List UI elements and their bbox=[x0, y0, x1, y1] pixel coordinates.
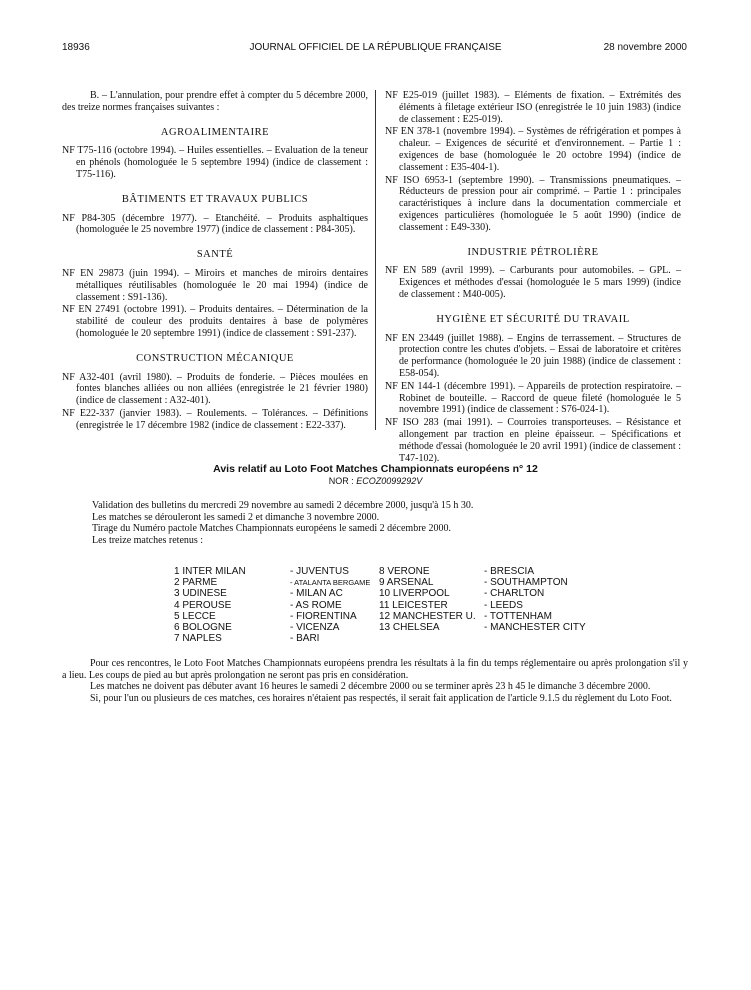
away-team: - SOUTHAMPTON bbox=[484, 577, 568, 589]
closing-paragraph: Pour ces rencontres, le Loto Foot Matches Championnats européens prendra les résultats à la fin du temps réglementaire ou après prolongation s'il y a lieu. Les coups de pied au but après prolongation ne seront pas pris en considération. bbox=[62, 658, 688, 681]
closing-paragraph: Les matches ne doivent pas débuter avant 16 heures le samedi 2 décembre 2000 ou se terminer après 23 h 45 le dimanche 3 décembre 2000. bbox=[90, 681, 651, 693]
norm-entry: NF ISO 6953-1 (septembre 1990). – Transmissions pneumatiques. – Réducteurs de pression pour air comprimé. – Partie 1 : principales caractéristiques à inclure dans la documentation commerciale et exigences particulières (homologuée le 5 août 1990) (indice de classement : E49-330). bbox=[385, 174, 681, 233]
away-team: - CHARLTON bbox=[484, 588, 545, 600]
away-team: - BRESCIA bbox=[484, 566, 535, 577]
section-title: BÂTIMENTS ET TRAVAUX PUBLICS bbox=[121, 193, 309, 205]
away-team: - BARI bbox=[290, 633, 320, 645]
away-team: - MILAN AC bbox=[290, 588, 343, 600]
norm-entry: NF T75-116 (octobre 1994). – Huiles essentielles. – Evaluation de la teneur en phénols (homologuée le 5 septembre 1994) (indice de classement : T75-116). bbox=[62, 145, 368, 180]
norm-entry: NF ISO 283 (mai 1991). – Courroies transporteuses. – Résistance et allongement par traction en pleine épaisseur. – Spécifications et méthode d'essai (homologuée le 20 avril 1991) (indice de classement : T47-102). bbox=[385, 417, 681, 464]
norm-entry: NF E25-019 (juillet 1983). – Eléments de fixation. – Extrémités des éléments à filetage extérieur ISO (enregistrée le 10 juin 1983) (indice de classement : E25-019). bbox=[385, 90, 681, 125]
norm-entry: NF EN 589 (avril 1999). – Carburants pour automobiles. – GPL. – Exigences et méthodes d'essai (homologuée le 5 mars 1999) (indice de classement : M40-005). bbox=[385, 265, 681, 300]
closing-text bbox=[62, 658, 688, 704]
norm-entry: NF P84-305 (décembre 1977). – Etanchéité. – Produits asphaltiques (homologuée le 25 novembre 1977) (indice de classement : P84-305). bbox=[62, 212, 368, 236]
home-team: 7 NAPLES bbox=[174, 633, 222, 645]
home-team: 10 LIVERPOOL bbox=[379, 588, 450, 600]
home-team: 4 PEROUSE bbox=[174, 599, 232, 611]
avis-line: Validation des bulletins du mercredi 29 novembre au samedi 2 décembre 2000, jusqu'à 15 h 30. bbox=[92, 500, 474, 511]
nor-reference bbox=[0, 476, 751, 486]
norm-entry: NF E22-337 (janvier 1983). – Roulements. – Tolérances. – Définitions (enregistrée le 17 décembre 1982 (indice de classement : E22-337). bbox=[62, 407, 368, 431]
page-number: 18936 bbox=[62, 42, 90, 53]
intro-paragraph: B. – L'annulation, pour prendre effet à compter du 5 décembre 2000, des treize normes françaises suivantes : bbox=[62, 90, 368, 113]
away-team: - JUVENTUS bbox=[290, 566, 349, 577]
away-team: - FIORENTINA bbox=[290, 610, 357, 622]
home-team: 11 LEICESTER bbox=[379, 599, 448, 611]
avis-line: Les matches se dérouleront les samedi 2 et dimanche 3 novembre 2000. bbox=[92, 511, 380, 523]
nor-label: NOR : bbox=[328, 476, 357, 486]
section-title: INDUSTRIE PÉTROLIÈRE bbox=[467, 246, 599, 258]
section-title: AGROALIMENTAIRE bbox=[160, 126, 270, 138]
avis-body bbox=[92, 500, 692, 546]
section-title: HYGIÈNE ET SÉCURITÉ DU TRAVAIL bbox=[436, 313, 630, 325]
away-team: - LEEDS bbox=[484, 599, 523, 611]
left-column bbox=[62, 90, 368, 433]
away-team: - TOTTENHAM bbox=[484, 610, 552, 622]
away-team: - VICENZA bbox=[290, 621, 340, 633]
away-team: - AS ROME bbox=[290, 599, 342, 611]
nor-value: ECOZ0099292V bbox=[356, 476, 423, 486]
avis-line: Tirage du Numéro pactole Matches Championnats européens le samedi 2 décembre 2000. bbox=[92, 523, 451, 534]
home-team: 6 BOLOGNE bbox=[174, 621, 232, 633]
norm-entry: NF EN 378-1 (novembre 1994). – Systèmes de réfrigération et pompes à chaleur. – Exigences de sécurité et d'environnement. – Partie 1 : exigences de base (homologuée le 20 octobre 1994) (indice de classement : E35-404-1). bbox=[385, 126, 681, 173]
journal-title: JOURNAL OFFICIEL DE LA RÉPUBLIQUE FRANÇAISE bbox=[249, 42, 502, 53]
away-team: - MANCHESTER CITY bbox=[484, 621, 586, 633]
section-title: SANTÉ bbox=[196, 249, 234, 261]
norm-entry: NF EN 29873 (juin 1994). – Miroirs et manches de miroirs dentaires métalliques réutilisables (homologuée le 20 mai 1994) (indice de classement : S91-136). bbox=[62, 267, 368, 303]
norm-entry: NF EN 144-1 (décembre 1991). – Appareils de protection respiratoire. – Robinet de bouteille. – Raccord de queue fileté (homologuée le 5 novembre 1991) (indice de classement : S76-024-1). bbox=[385, 380, 681, 416]
home-team: 1 INTER MILAN bbox=[174, 566, 246, 577]
norm-entry: NF EN 23449 (juillet 1988). – Engins de terrassement. – Structures de protection contre les chutes d'objets. – Essai de laboratoire et critères de performance (homologuée le 20 juin 1988) (indice de classement : E58-054). bbox=[385, 332, 681, 379]
avis-line: Les treize matches retenus : bbox=[92, 534, 204, 546]
home-team: 12 MANCHESTER U. bbox=[379, 610, 476, 622]
norm-entry: NF EN 27491 (octobre 1991). – Produits dentaires. – Détermination de la stabilité de couleur des produits dentaires à base de polymères (homologuée le 20 septembre 1991) (indice de classement : S91-237). bbox=[62, 304, 368, 339]
home-team: 9 ARSENAL bbox=[379, 577, 434, 589]
issue-date: 28 novembre 2000 bbox=[603, 42, 687, 53]
home-team: 3 UDINESE bbox=[174, 588, 227, 600]
section-title: CONSTRUCTION MÉCANIQUE bbox=[136, 352, 294, 364]
column-divider bbox=[375, 90, 376, 430]
norm-entry: NF A32-401 (avril 1980). – Produits de fonderie. – Pièces moulées en fontes blanches alliées ou non alliées (enregistrée le 21 février 1980) (indice de classement : A32-401). bbox=[62, 371, 368, 407]
home-team: 5 LECCE bbox=[174, 610, 216, 622]
home-team: 13 CHELSEA bbox=[379, 621, 440, 633]
avis-title: Avis relatif au Loto Foot Matches Championnats européens n° 12 bbox=[213, 463, 538, 475]
home-team: 8 VERONE bbox=[379, 566, 430, 577]
closing-paragraph: Si, pour l'un ou plusieurs de ces matches, ces horaires n'étaient pas respectés, il serait fait application de l'article 9.1.5 du règlement du Loto Foot. bbox=[90, 692, 672, 704]
away-team: - ATALANTA BERGAME bbox=[290, 578, 371, 588]
home-team: 2 PARME bbox=[174, 577, 218, 589]
right-column bbox=[385, 90, 681, 465]
